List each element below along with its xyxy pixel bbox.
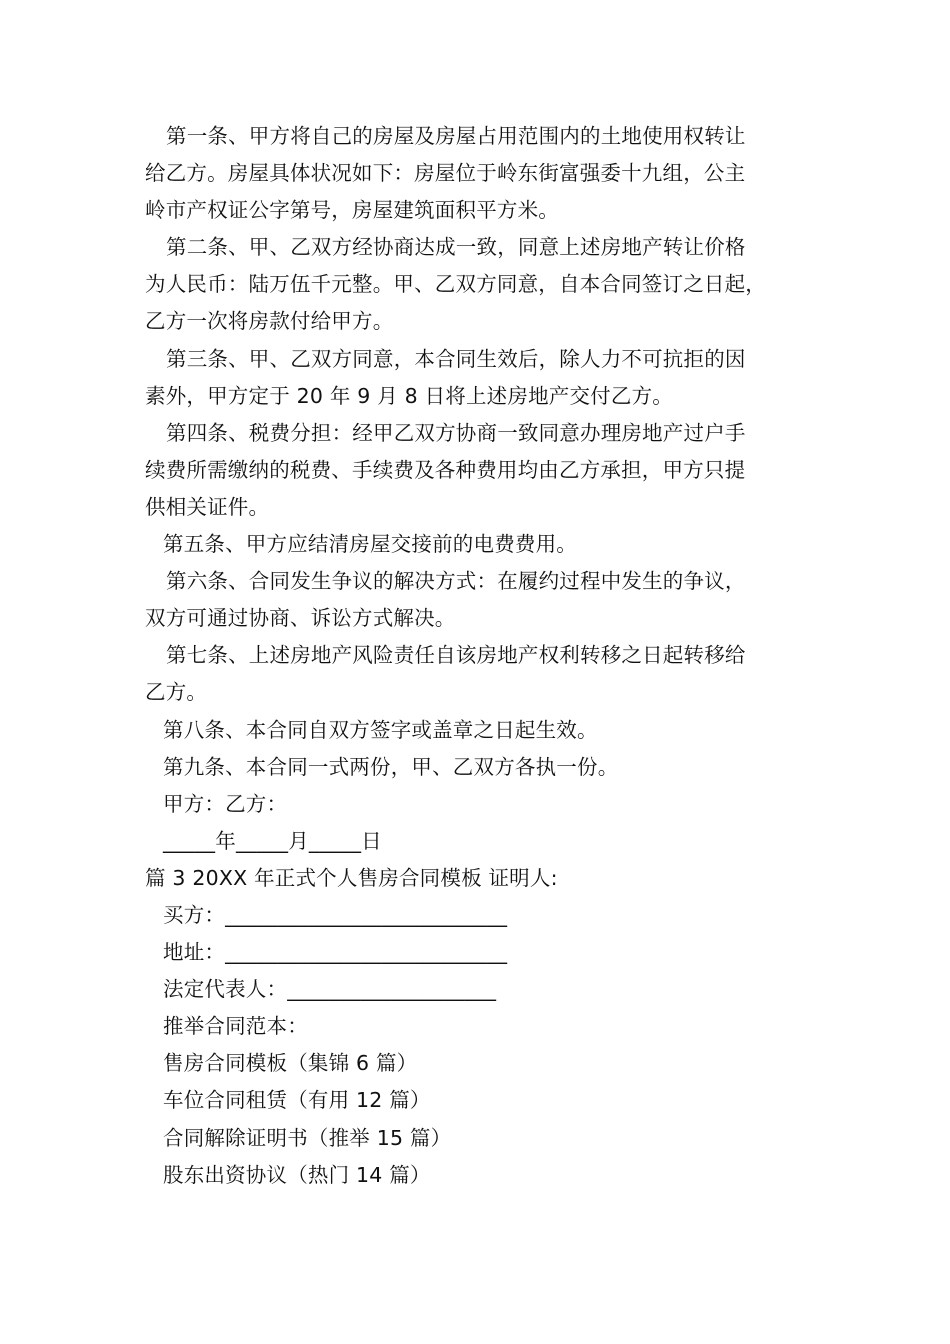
article-2-line-1: 第二条、甲、乙双方经协商达成一致，同意上述房地产转让价格 — [166, 235, 746, 260]
article-7-line-1: 第七条、上述房地产风险责任自该房地产权利转移之日起转移给 — [166, 643, 746, 668]
address-field: 地址：___________________________ — [163, 940, 508, 965]
article-1-line-3: 岭市产权证公字第号，房屋建筑面积平方米。 — [145, 198, 559, 223]
article-3-line-2: 素外，甲方定于 20 年 9 月 8 日将上述房地产交付乙方。 — [145, 383, 673, 408]
article-4-line-1: 第四条、税费分担：经甲乙双方协商一致同意办理房地产过户手 — [166, 420, 746, 445]
recommend-link-2[interactable]: 车位合同租赁（有用 12 篇） — [163, 1088, 431, 1113]
article-3-line-1: 第三条、甲、乙双方同意，本合同生效后，除人力不可抗拒的因 — [166, 346, 746, 371]
recommend-link-3[interactable]: 合同解除证明书（推举 15 篇） — [163, 1125, 452, 1150]
legal-rep-field: 法定代表人：____________________ — [163, 977, 497, 1002]
article-1-line-1: 第一条、甲方将自己的房屋及房屋占用范围内的土地使用权转让 — [166, 124, 746, 148]
recommend-link-4[interactable]: 股东出资协议（热门 14 篇） — [163, 1162, 431, 1187]
buyer-field: 买方：___________________________ — [163, 902, 508, 927]
article-4-line-3: 供相关证件。 — [145, 494, 270, 519]
article-2-line-3: 乙方一次将房款付给甲方。 — [145, 309, 394, 334]
document-body — [145, 118, 810, 1194]
article-4-line-2: 续费所需缴纳的税费、手续费及各种费用均由乙方承担，甲方只提 — [145, 457, 746, 482]
recommend-title: 推举合同范本： — [163, 1014, 308, 1039]
article-5-line-1: 第五条、甲方应结清房屋交接前的电费费用。 — [163, 532, 577, 557]
recommend-link-1[interactable]: 售房合同模板（集锦 6 篇） — [163, 1051, 418, 1076]
article-6-line-2: 双方可通过协商、诉讼方式解决。 — [145, 606, 456, 631]
parties-line: 甲方：乙方： — [163, 791, 288, 816]
article-2-line-2: 为人民币：陆万伍千元整。甲、乙双方同意，自本合同签订之日起， — [145, 272, 766, 297]
article-1-line-2: 给乙方。房屋具体状况如下：房屋位于岭东街富强委十九组，公主 — [145, 161, 746, 186]
date-line: _____年_____月_____日 — [163, 828, 382, 853]
article-9-line-1: 第九条、本合同一式两份，甲、乙双方各执一份。 — [163, 754, 619, 779]
article-8-line-1: 第八条、本合同自双方签字或盖章之日起生效。 — [163, 717, 598, 742]
article-6-line-1: 第六条、合同发生争议的解决方式：在履约过程中发生的争议， — [166, 569, 746, 594]
article-7-line-2: 乙方。 — [145, 680, 208, 705]
section-heading: 篇 3 20XX 年正式个人售房合同模板 证明人: — [145, 865, 558, 890]
